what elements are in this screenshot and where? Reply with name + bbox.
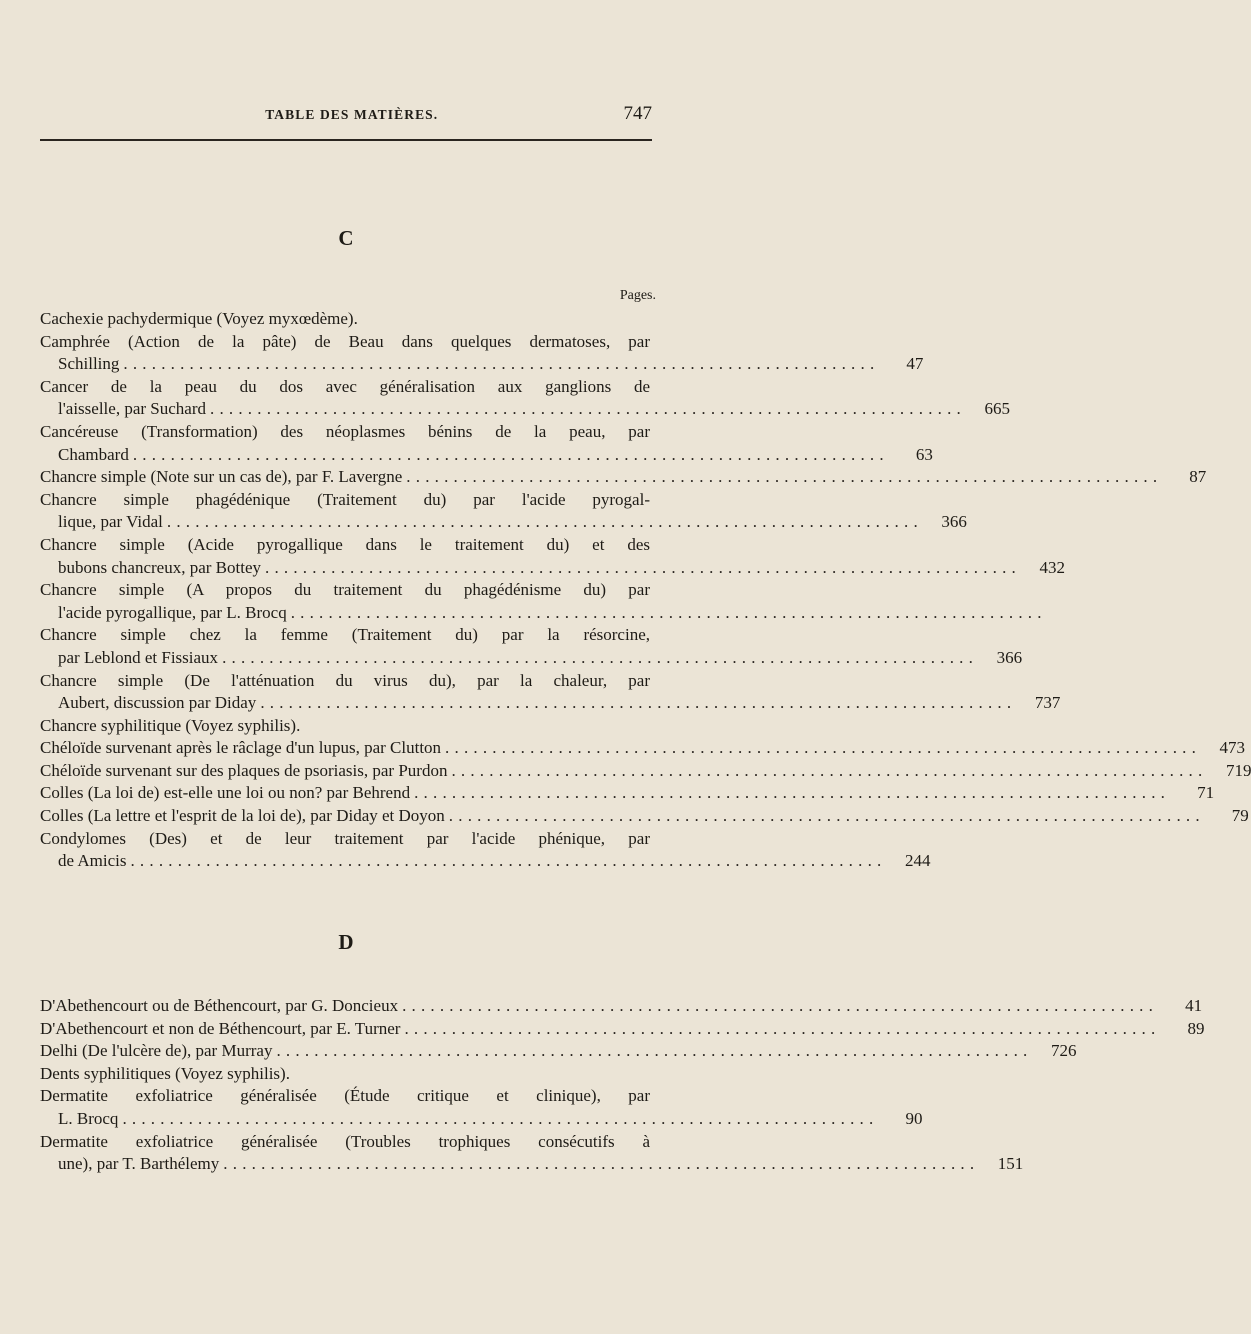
index-entry — [40, 489, 967, 534]
entry-leader-line — [40, 557, 1065, 580]
dot-leader: ................................................................................ — [414, 783, 1171, 803]
entry-page-number: 432 — [1039, 557, 1065, 577]
dot-leader: ................................................................................ — [290, 602, 1047, 622]
index-entries-d — [40, 995, 1205, 1176]
running-header — [40, 103, 652, 125]
dot-leader: ................................................................................ — [260, 693, 1017, 713]
section-letter-c: C — [338, 226, 354, 250]
entry-leader-line — [40, 850, 931, 873]
index-entry — [40, 376, 1010, 421]
entry-leader-line — [40, 805, 1249, 828]
entry-page-number: 726 — [1050, 1041, 1077, 1061]
index-entry — [40, 1063, 650, 1086]
index-entries-c — [40, 308, 1251, 873]
entry-line: Chancre simple (A propos du traitement du phagédénisme du) par — [40, 580, 650, 600]
entry-leader-line — [40, 602, 1047, 625]
index-entry — [40, 466, 1207, 489]
entry-line: Dents syphilitiques (Voyez syphilis). — [40, 1063, 290, 1083]
entry-text: Chambard — [58, 444, 129, 464]
dot-leader: ................................................................................ — [404, 1018, 1161, 1038]
entry-page-number: 41 — [1185, 996, 1203, 1015]
index-entry — [40, 308, 650, 331]
entry-line: Condylomes (Des) et de leur traitement par l'acide phénique, par — [40, 828, 650, 848]
entry-page-number: 366 — [941, 512, 967, 532]
entry-page-number: 79 — [1231, 806, 1249, 826]
entry-line: Camphrée (Action de la pâte) de Beau dans quelques dermatoses, par — [40, 331, 650, 351]
dot-leader: ................................................................................ — [406, 467, 1163, 487]
dot-leader: ................................................................................ — [276, 1041, 1033, 1061]
entry-text: L. Brocq — [58, 1108, 119, 1128]
index-entry — [40, 624, 1023, 669]
entry-text: D'Abethencourt et non de Béthencourt, par E. Turner — [40, 1018, 401, 1038]
entry-text: l'aisselle, par Suchard — [58, 399, 206, 419]
index-entry — [40, 331, 924, 376]
entry-page-number: 47 — [906, 354, 924, 374]
entry-leader-line — [40, 737, 1246, 760]
index-entry — [40, 828, 931, 873]
dot-leader: ................................................................................ — [166, 512, 923, 532]
entry-leader-line — [40, 647, 1023, 670]
index-entry — [40, 534, 1065, 579]
entry-page-number: 89 — [1187, 1018, 1205, 1038]
entry-text: Chéloïde survenant après le râclage d'un lupus, par Clutton — [40, 738, 442, 758]
entry-text: par Leblond et Fissiaux — [58, 647, 219, 667]
entry-leader-line — [40, 760, 1251, 783]
dot-leader: ................................................................................ — [132, 444, 889, 464]
entry-text: D'Abethencourt ou de Béthencourt, par G. Doncieux — [40, 996, 399, 1015]
dot-leader: ................................................................................ — [122, 1108, 879, 1128]
entry-leader-line — [40, 353, 924, 376]
entry-text: Chéloïde survenant sur des plaques de psoriasis, par Purdon — [40, 760, 448, 780]
index-entry — [40, 737, 1246, 760]
entry-line: Cachexie pachydermique (Voyez myxœdème). — [40, 309, 358, 328]
entry-line: Chancre simple (Acide pyrogallique dans le traitement du) et des — [40, 534, 650, 554]
index-entry — [40, 715, 650, 738]
dot-leader: ................................................................................ — [402, 996, 1159, 1015]
entry-page-number: 719 — [1225, 760, 1251, 780]
index-entry — [40, 421, 933, 466]
index-entry — [40, 782, 1215, 805]
entry-line: Cancéreuse (Transformation) des néoplasmes bénins de la peau, par — [40, 421, 650, 441]
entry-line: Chancre simple phagédénique (Traitement du) par l'acide pyrogal- — [40, 489, 650, 509]
entry-leader-line — [40, 1153, 1024, 1176]
index-entry — [40, 579, 1047, 624]
entry-text: de Amicis — [58, 851, 127, 871]
entry-text: Colles (La loi de) est-elle une loi ou non? par Behrend — [40, 783, 411, 803]
entry-page-number: 737 — [1034, 693, 1061, 713]
index-entry — [40, 760, 1251, 783]
entry-leader-line — [40, 692, 1061, 715]
index-entry — [40, 1040, 1077, 1063]
dot-leader: ................................................................................ — [451, 760, 1208, 780]
dot-leader: ................................................................................ — [130, 851, 887, 871]
dot-leader: ................................................................................ — [222, 647, 979, 667]
entry-page-number: 63 — [915, 444, 933, 464]
entry-page-number: 473 — [1219, 738, 1246, 758]
entry-text: Schilling — [58, 354, 120, 374]
entry-line: Cancer de la peau du dos avec généralisation aux ganglions de — [40, 376, 650, 396]
entry-line: Dermatite exfoliatrice généralisée (Troubles trophiques consécutifs à — [40, 1131, 650, 1151]
entry-leader-line — [40, 995, 1203, 1018]
entry-page-number: 665 — [984, 399, 1010, 419]
entry-line: Dermatite exfoliatrice généralisée (Étude critique et clinique), par — [40, 1086, 650, 1106]
index-entry — [40, 805, 1249, 828]
index-entry — [40, 1131, 1024, 1176]
dot-leader: ................................................................................ — [265, 557, 1021, 577]
entry-text: Aubert, discussion par Diday — [58, 693, 257, 713]
section-letter-d: D — [338, 930, 354, 954]
entry-page-number: 71 — [1197, 783, 1215, 803]
dot-leader: ................................................................................ — [448, 806, 1205, 826]
entry-text: l'acide pyrogallique, par L. Brocq — [58, 602, 287, 622]
dot-leader: ................................................................................ — [123, 354, 880, 374]
index-entry — [40, 670, 1061, 715]
entry-page-number: 151 — [997, 1154, 1024, 1174]
index-entry — [40, 995, 1203, 1018]
entry-page-number: 244 — [904, 851, 931, 871]
entry-line: Chancre simple chez la femme (Traitement du) par la résorcine, — [40, 625, 650, 645]
entry-text: bubons chancreux, par Bottey — [58, 557, 261, 577]
entry-leader-line — [40, 398, 1010, 421]
dot-leader: ................................................................................ — [223, 1154, 980, 1174]
entry-text: Delhi (De l'ulcère de), par Murray — [40, 1041, 273, 1061]
entry-leader-line — [40, 1108, 923, 1131]
running-title: TABLE DES MATIÈRES. — [265, 107, 439, 122]
entry-page-number: 366 — [996, 647, 1023, 667]
index-entry — [40, 1018, 1205, 1041]
entry-leader-line — [40, 511, 967, 534]
entry-page-number: 90 — [905, 1108, 923, 1128]
index-entry — [40, 1085, 923, 1130]
entry-leader-line — [40, 466, 1207, 489]
entry-text: Colles (La lettre et l'esprit de la loi de), par Diday et Doyon — [40, 806, 445, 826]
entry-text: Chancre simple (Note sur un cas de), par F. Lavergne — [40, 467, 403, 487]
entry-line: Chancre simple (De l'atténuation du virus du), par la chaleur, par — [40, 670, 650, 690]
header-rule — [40, 139, 652, 141]
entry-leader-line — [40, 782, 1215, 805]
dot-leader: ................................................................................ — [445, 738, 1202, 758]
entry-text: une), par T. Barthélemy — [58, 1154, 220, 1174]
entry-text: lique, par Vidal — [58, 512, 163, 532]
entry-line: Chancre syphilitique (Voyez syphilis). — [40, 715, 301, 735]
entry-page-number: 87 — [1189, 467, 1207, 487]
entry-leader-line — [40, 1018, 1205, 1041]
entry-leader-line — [40, 1040, 1077, 1063]
dot-leader: ................................................................................ — [210, 399, 966, 419]
page-number: 747 — [623, 103, 652, 124]
entry-leader-line — [40, 444, 933, 467]
pages-column-label: Pages. — [619, 288, 656, 303]
